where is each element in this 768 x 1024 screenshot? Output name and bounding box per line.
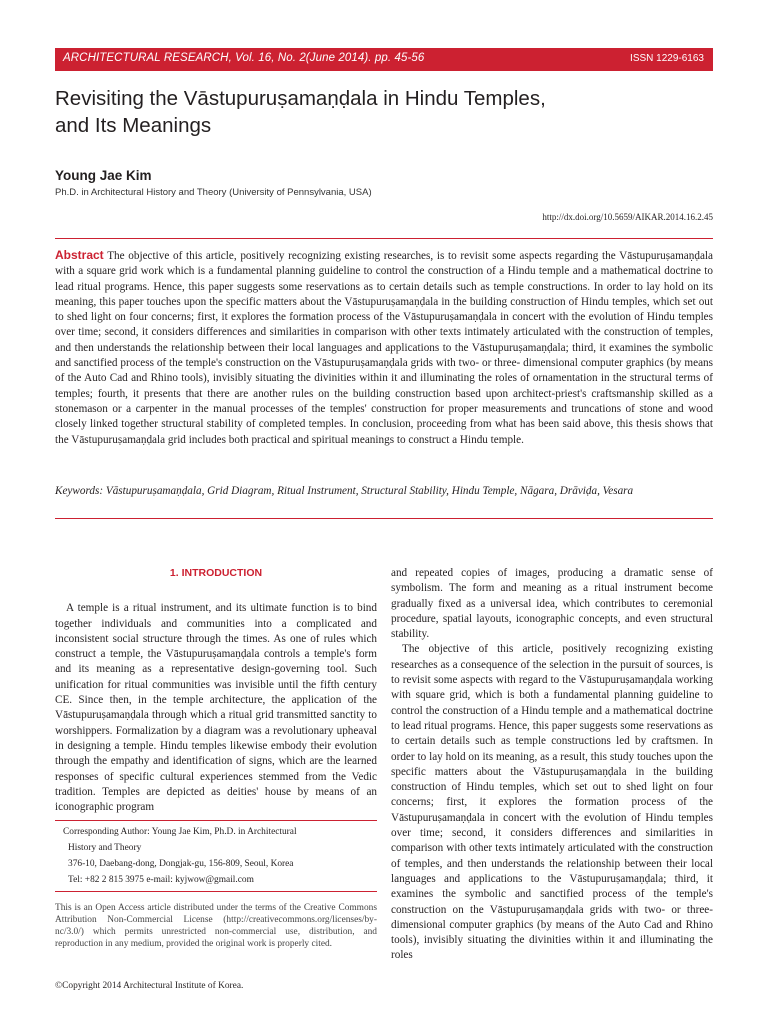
journal-header-banner: [55, 48, 713, 71]
left-column: [55, 566, 377, 815]
author-name: Young Jae Kim: [55, 168, 152, 183]
corresponding-line-4: Tel: +82 2 815 3975 e-mail: kyjwow@gmail.com: [68, 875, 254, 885]
intro-paragraph-3: The objective of this article, positively recognizing existing researches as a consequence of the selection in the pursuit of sources, is to revisit some aspects with regard to the Vāstupuruṣamaṇḍala working with square grid, which is both a fundamental planning guideline to control the construction of a Hindu temple and a mathematical doctrine to lead ritual programs. Hence, this paper suggests some reservations as to certain details such as temple constructions led by craftsmen. In order to lay hold on its meaning, as a result, this study touches upon the specific matters about the Vāstupuruṣamaṇḍala in the building construction of Hindu temples, which set out to shed light on four concerns; first, it explores the formation process of the Vāstupuruṣamaṇḍala in concert with the evolution of Hindu temples over time; second, it considers differences and similarities in comparison with other texts intimately articulated with the construction of temples, and then understands the relationship between their local languages and applications to the Vāstupuruṣamaṇḍala; third, it examines the symbolic and sanctified process of the temple's construction on the Vāstupuruṣamaṇḍala grids with two- or three- dimensional computer graphics (by means of the Auto Cad and Rhino tools), invisibly situating the divinities within it and illuminating the roles: [391, 643, 713, 962]
abstract-text: The objective of this article, positively recognizing existing researches, is to revisit some aspects regarding the Vāstupuruṣamaṇḍala with a square grid work which is a fundamental planning guideline to control the construction of a Hindu temple and a mathematical doctrine to lead ritual programs. Hence, this paper suggests some reservations as to certain details such as temple constructions. In order to lay hold on its meaning, this paper touches upon the specific matters about the Vāstupuruṣamaṇḍala in the building construction of Hindu temples, which set out to shed light on four concerns; first, it explores the formation process of the Vāstupuruṣamaṇḍala in concert with the evolution of Hindu temples over time; second, it considers differences and similarities in comparison with other texts intimately articulated with the construction of temples, and then understands the relationship between their local languages and applications to the Vāstupuruṣamaṇḍala; third, it examines the symbolic and sanctified process of the temple's construction on the Vāstupuruṣamaṇḍala grids with two- or three- dimensional computer graphics (by means of the Auto Cad and Rhino tools), invisibly situating the divinities within it and illuminating the roles of ornamentation in the structural terms of temples; fourth, it presents that there are another rules on the building construction based upon architect-priest's craftsmanship skilled as a stonemason or a carpenter in the manual processes of the temples' construction for proper measurements and truncations of stone and wood closely linked together structural stability of completed temples. In conclusion, proceeding from what has been said above, this thesis shows that the Vāstupuruṣamaṇḍala grid includes both practical and spiritual meanings to construct a Hindu temple.: [55, 250, 713, 446]
abstract-bottom-rule: [55, 518, 713, 519]
issn-number: ISSN 1229-6163: [630, 53, 704, 64]
section-heading-introduction: 1. INTRODUCTION: [169, 567, 263, 579]
author-affiliation: Ph.D. in Architectural History and Theory (University of Pennsylvania, USA): [55, 187, 372, 198]
right-column: [391, 566, 713, 964]
abstract-top-rule: [55, 238, 713, 239]
journal-citation: ARCHITECTURAL RESEARCH, Vol. 16, No. 2(June 2014). pp. 45-56: [63, 52, 425, 64]
doi-link[interactable]: http://dx.doi.org/10.5659/AIKAR.2014.16.2.45: [542, 212, 713, 222]
corresponding-line-2: History and Theory: [68, 843, 142, 853]
intro-paragraph-2: and repeated copies of images, producing a dramatic sense of symbolism. The form and meaning as a ritual instrument become gradually fixed as a universal idea, which contributes to ceremonial procedure, spatial layouts, iconographic concepts, and even structural stability.: [391, 567, 713, 641]
copyright-notice: ©Copyright 2014 Architectural Institute of Korea.: [55, 981, 244, 991]
intro-paragraph-1: A temple is a ritual instrument, and its ultimate function is to bind together individuals and communities into a complicated and inconsistent social structure through the times. As one of rules which construct a temple, the Vāstupuruṣamaṇḍala controls a temple's form and its meaning as a representative design-governing tool. Such unification for ritual communities was invisible until the fifth century CE. Since then, in the temple architecture, the application of the Vāstupuruṣamaṇḍala through which a ritual grid transmitted sanctity to worshippers. Formalization by a diagram was a revolutionary upheaval in designing a temple. Hindu temples likewise embody their evolution through the empathy and identification of signs, which are the learned responses of specific cultural experiences stemmed from the Vedic tradition. Temples are depicted as deities' house by means of an iconographic program: [55, 602, 377, 814]
title-line-2: and Its Meanings: [55, 114, 212, 137]
abstract: [55, 248, 713, 448]
corresponding-author-box: [55, 820, 377, 892]
keywords: Keywords: Vāstupuruṣamaṇḍala, Grid Diagram, Ritual Instrument, Structural Stability, Hindu Temple, Nāgara, Drāviḍa, Vesara: [55, 485, 634, 497]
abstract-label: Abstract: [55, 248, 104, 262]
corresponding-line-3: 376-10, Daebang-dong, Dongjak-gu, 156-809, Seoul, Korea: [68, 859, 294, 869]
license-notice: This is an Open Access article distributed under the terms of the Creative Commons Attribution Non-Commercial License (http://creativecommons.org/licenses/by-nc/3.0/) which permits unrestricted non-commercial use, distribution, and reproduction in any medium, provided the original work is properly cited.: [55, 903, 377, 950]
article-title: [55, 85, 715, 139]
corresponding-line-1: Corresponding Author: Young Jae Kim, Ph.D. in Architectural: [63, 827, 297, 837]
title-line-1: Revisiting the Vāstupuruṣamaṇḍala in Hindu Temples,: [55, 87, 546, 110]
